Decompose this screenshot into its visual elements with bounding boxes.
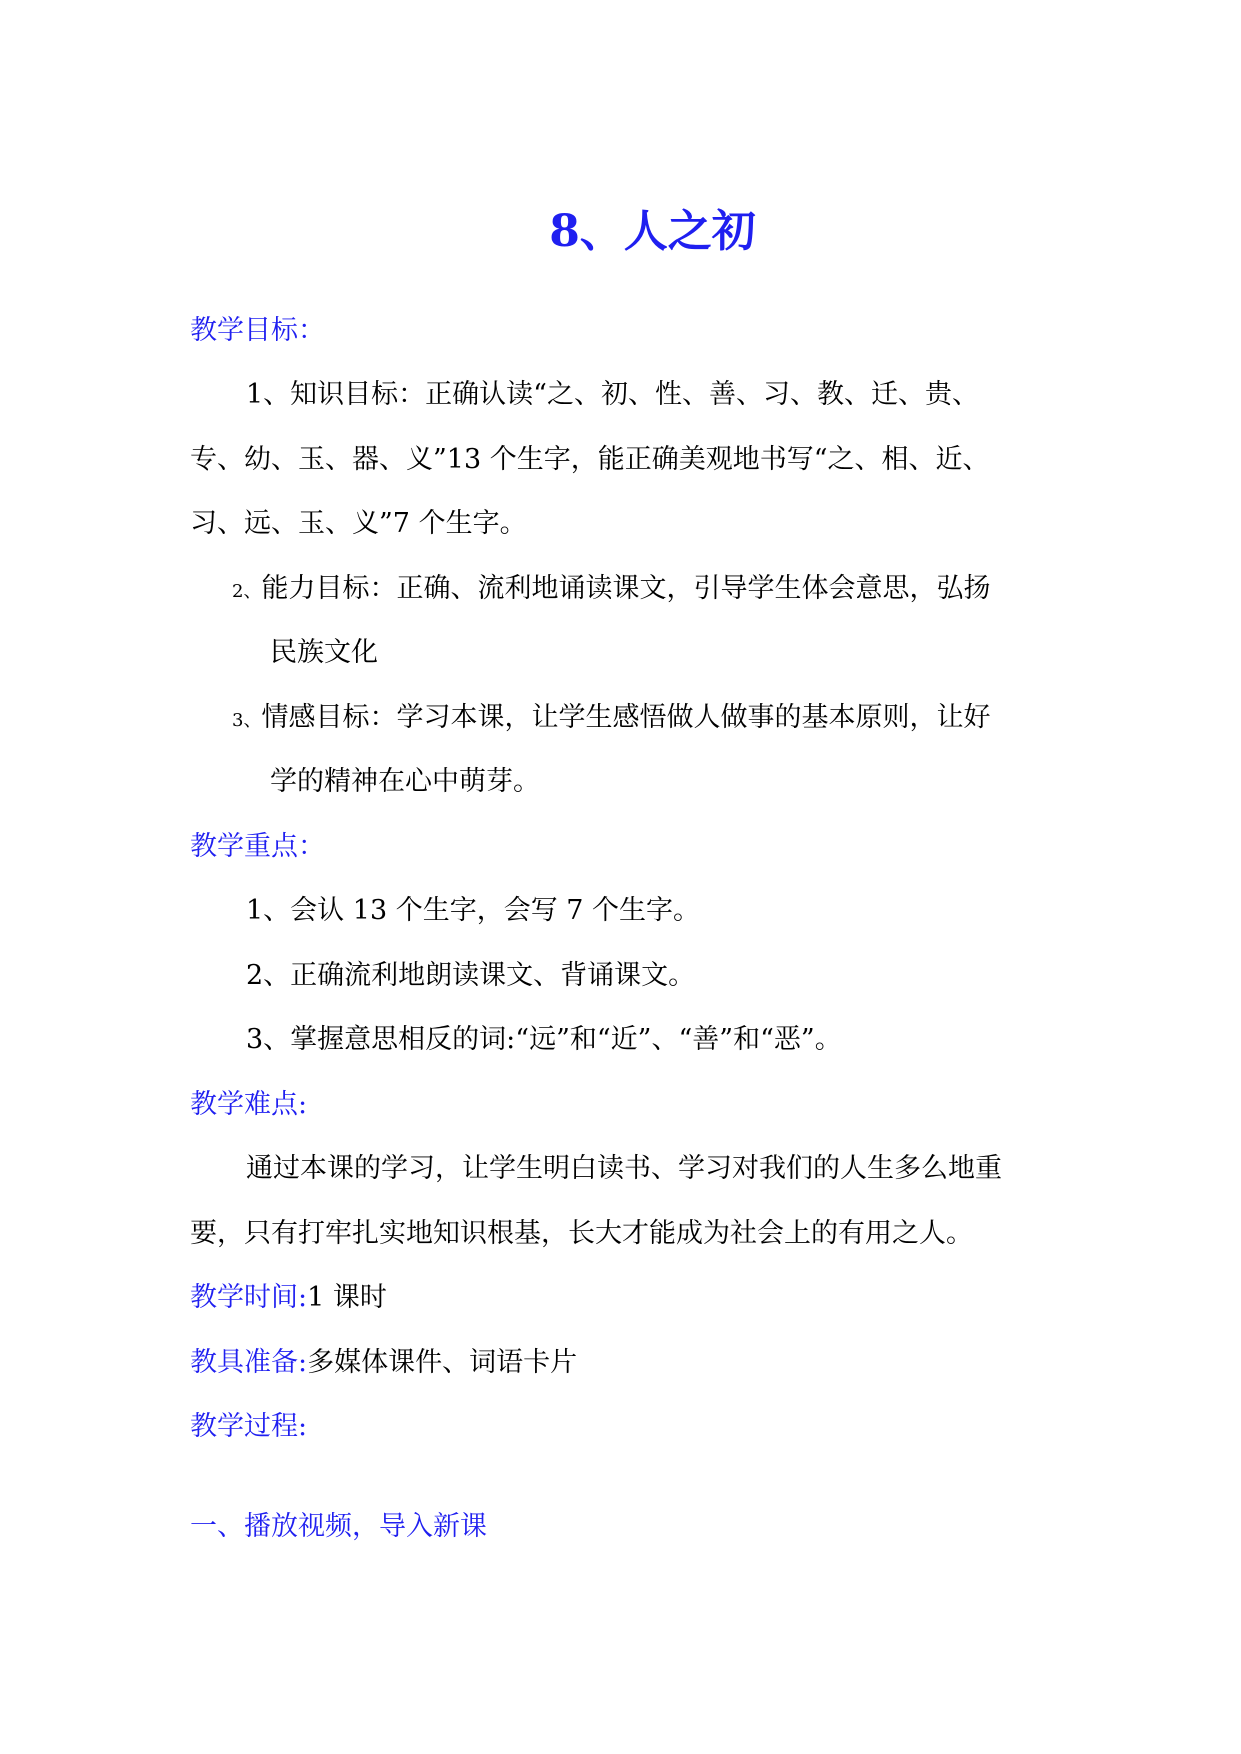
objectives-heading: 教学目标：	[190, 315, 325, 346]
key-point-2: 2、正确流利地朗读课文、背诵课文。	[246, 960, 696, 991]
objective-3-line-2: 学的精神在心中萌芽。	[270, 766, 540, 797]
difficulties-heading: 教学难点:	[190, 1089, 308, 1120]
section-1-heading: 一、播放视频，导入新课	[190, 1511, 487, 1542]
teaching-time	[190, 1278, 387, 1318]
objective-3	[232, 698, 990, 741]
teaching-tools-label: 教具准备:	[190, 1347, 308, 1378]
key-points-heading: 教学重点：	[190, 831, 325, 862]
objective-1-line-1: 1、知识目标：正确认读“之、初、性、善、习、教、迁、贵、	[246, 379, 979, 410]
teaching-time-value: 1 课时	[307, 1282, 387, 1313]
teaching-tools	[190, 1343, 577, 1383]
objective-2-line-1: 能力目标：正确、流利地诵读课文，引导学生体会意思，弘扬	[261, 573, 991, 604]
objective-1-line-3: 习、远、玉、义”7 个生字。	[190, 508, 527, 539]
difficulties-line-2: 要，只有打牢扎实地知识根基，长大才能成为社会上的有用之人。	[190, 1218, 973, 1249]
teaching-tools-value: 多媒体课件、词语卡片	[307, 1347, 578, 1378]
process-heading: 教学过程:	[190, 1411, 308, 1442]
key-point-1: 1、会认 13 个生字，会写 7 个生字。	[246, 895, 701, 926]
objective-2-line-2: 民族文化	[270, 637, 378, 668]
teaching-time-label: 教学时间:	[190, 1282, 308, 1313]
key-point-3: 3、掌握意思相反的词:“远”和“近”、“善”和“恶”。	[246, 1024, 842, 1055]
objective-2	[232, 569, 990, 612]
objective-3-line-1: 情感目标：学习本课，让学生感悟做人做事的基本原则，让好	[261, 702, 991, 733]
difficulties-line-1: 通过本课的学习，让学生明白读书、学习对我们的人生多么地重	[246, 1153, 1002, 1184]
page-title: 8、人之初	[549, 206, 756, 257]
objective-3-number: 3、	[232, 710, 262, 731]
objective-1-line-2: 专、幼、玉、器、义”13 个生字，能正确美观地书写“之、相、近、	[190, 444, 990, 475]
objective-2-number: 2、	[232, 581, 262, 602]
